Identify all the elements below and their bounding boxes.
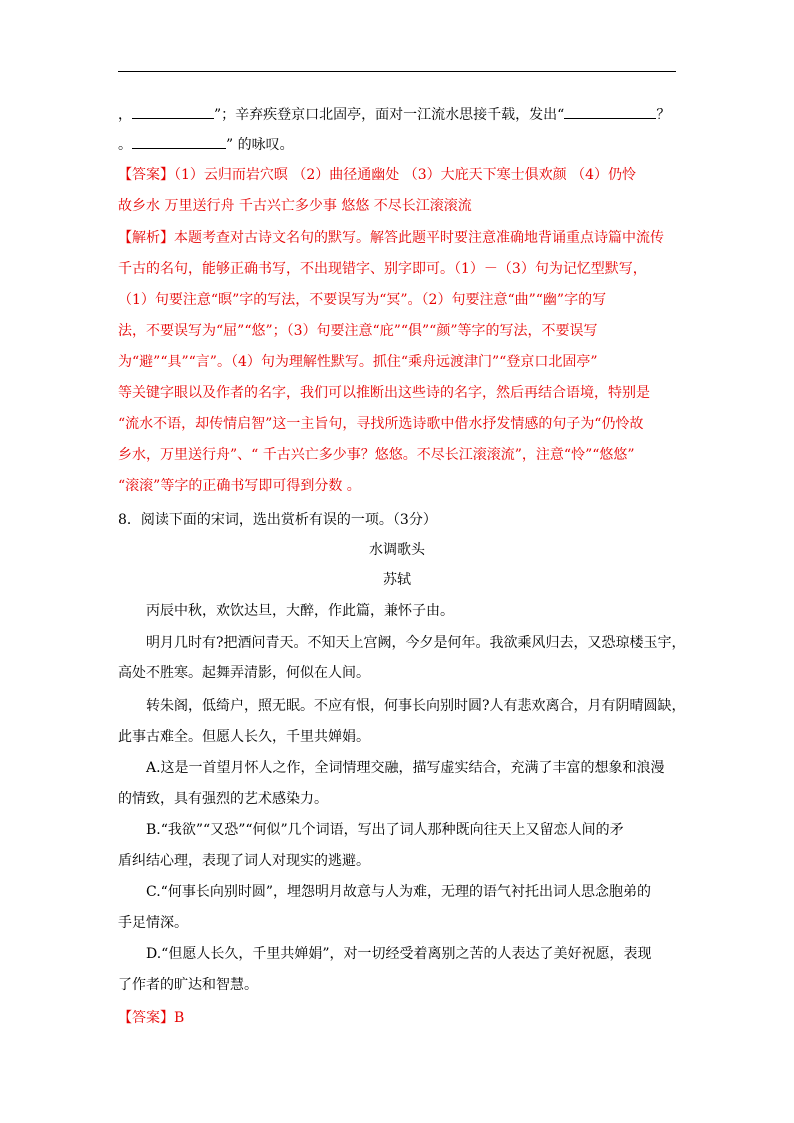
analysis-text: 法，不要误写为“屈”“悠”；（3）句要注意“庇”“俱”“颜”等字的写法，不要误写 <box>118 323 598 339</box>
analysis-line-3 <box>118 290 678 310</box>
poem-text: 转朱阁，低绮户，照无眠。不应有恨，何事长向别时圆?人有悲欢离合，月有阴晴圆缺， <box>146 698 686 714</box>
option-c-text: 手足情深。 <box>118 915 188 931</box>
analysis-text: （1）句要注意“暝”字的写法，不要误写为“冥”。（2）句要注意“曲”“幽”字的写 <box>118 292 607 308</box>
option-d-line-2 <box>118 975 678 995</box>
answer-tag: 【答案】 <box>118 1010 174 1026</box>
poem-text: 明月几时有?把酒问青天。不知天上宫阙，今夕是何年。我欲乘风归去，又恐琼楼玉宇， <box>146 635 686 651</box>
analysis-text: 等关键字眼以及作者的名字，我们可以推断出这些诗的名字，然后再结合语境，特别是 <box>118 385 650 401</box>
poem-preface-text: 丙辰中秋，欢饮达旦，大醉，作此篇，兼怀子由。 <box>146 603 454 619</box>
answer-value: B <box>174 1010 185 1026</box>
option-a-text: 的情致，具有强烈的艺术感染力。 <box>118 791 328 807</box>
analysis-line-2 <box>118 259 678 279</box>
option-b-text: 盾纠结心理，表现了词人对现实的逃避。 <box>118 853 370 869</box>
answer-text: （1）云归而岩穴暝 （2）曲径通幽处 （3）大庇天下寒士俱欢颜 （4）仍怜 <box>174 167 636 183</box>
answer-text: 故乡水 万里送行舟 千古兴亡多少事 悠悠 不尽长江滚滚流 <box>118 198 472 214</box>
option-d-line-1 <box>146 944 706 964</box>
option-a-line-2 <box>118 789 678 809</box>
blank-line <box>564 104 656 119</box>
answer-line-2 <box>118 196 678 216</box>
analysis-line-6 <box>118 383 678 403</box>
option-a-text: A.这是一首望月怀人之作，全词情理交融，描写虚实结合，充满了丰富的想象和浪漫 <box>146 760 665 776</box>
option-c-text: C.“何事长向别时圆”，埋怨明月故意与人为难，无理的语气衬托出词人思念胞弟的 <box>146 884 651 900</box>
poem-para-1-line-2 <box>118 663 678 683</box>
blank-line <box>132 104 214 119</box>
option-b-text: B.“我欲”“又恐”“何似”几个词语，写出了词人那种既向往天上又留恋人间的矛 <box>146 822 624 838</box>
analysis-text: 千古的名句，能够正确书写，不出现错字、别字即可。（1）－（3）句为记忆型默写， <box>118 261 647 277</box>
fill-text: ？ <box>656 107 671 123</box>
answer-line-1 <box>118 165 678 185</box>
analysis-line-4 <box>118 321 678 341</box>
option-b-line-2 <box>118 851 678 871</box>
poem-author-text: 苏轼 <box>383 572 411 588</box>
answer-tag: 【答案】 <box>118 167 174 183</box>
analysis-text: 为“避”“具”“言”。（4）句为理解性默写。抓住“乘舟远渡津门”“登京口北固亭” <box>118 354 598 370</box>
poem-title-text: 水调歌头 <box>369 542 425 558</box>
option-d-text: 了作者的旷达和智慧。 <box>118 977 258 993</box>
analysis-line-1 <box>118 228 678 248</box>
analysis-text: “滚滚”等字的正确书写即可得到分数 。 <box>118 478 361 494</box>
option-d-text: D.“但愿人长久，千里共婵娟”，对一切经受着离别之苦的人表达了美好祝愿，表现 <box>146 946 652 962</box>
poem-author <box>118 570 676 590</box>
analysis-text: 乡水，万里送行舟”、“ 千古兴亡多少事？悠悠。不尽长江滚滚流”，注意“怜”“悠悠” <box>118 447 635 463</box>
poem-para-1-line-1 <box>146 633 706 653</box>
poem-title <box>118 540 676 560</box>
answer-8 <box>118 1008 678 1028</box>
analysis-text: 本题考查对古诗文名句的默写。解答此题平时要注意准确地背诵重点诗篇中流传 <box>174 230 664 246</box>
option-c-line-1 <box>146 882 706 902</box>
fill-text: 。 <box>118 137 132 153</box>
fill-line-2 <box>118 134 678 155</box>
question-stem-text: 8．阅读下面的宋词，选出赏析有误的一项。（3分） <box>118 512 437 528</box>
fill-text: ， <box>118 107 132 123</box>
analysis-text: “流水不语，却传情启智”这一主旨句，寻找所选诗歌中借水抒发情感的句子为“仍怜故 <box>118 416 644 432</box>
option-c-line-2 <box>118 913 678 933</box>
analysis-line-8 <box>118 445 678 465</box>
analysis-line-5 <box>118 352 678 372</box>
poem-para-2-line-1 <box>146 696 706 716</box>
fill-line-1 <box>118 104 678 125</box>
blank-line <box>132 134 226 149</box>
poem-text: 高处不胜寒。起舞弄清影，何似在人间。 <box>118 665 370 681</box>
poem-para-2-line-2 <box>118 727 678 747</box>
option-b-line-1 <box>146 820 706 840</box>
option-a-line-1 <box>146 758 706 778</box>
question-stem <box>118 510 678 530</box>
poem-preface <box>146 601 706 621</box>
analysis-tag: 【解析】 <box>118 230 174 246</box>
header-rule <box>118 71 676 72</box>
fill-text: ” 的咏叹。 <box>226 137 294 153</box>
analysis-line-9 <box>118 476 678 496</box>
analysis-line-7 <box>118 414 678 434</box>
poem-text: 此事古难全。但愿人长久，千里共婵娟。 <box>118 729 370 745</box>
fill-text: ”；辛弃疾登京口北固亭，面对一江流水思接千载，发出“ <box>214 107 565 123</box>
